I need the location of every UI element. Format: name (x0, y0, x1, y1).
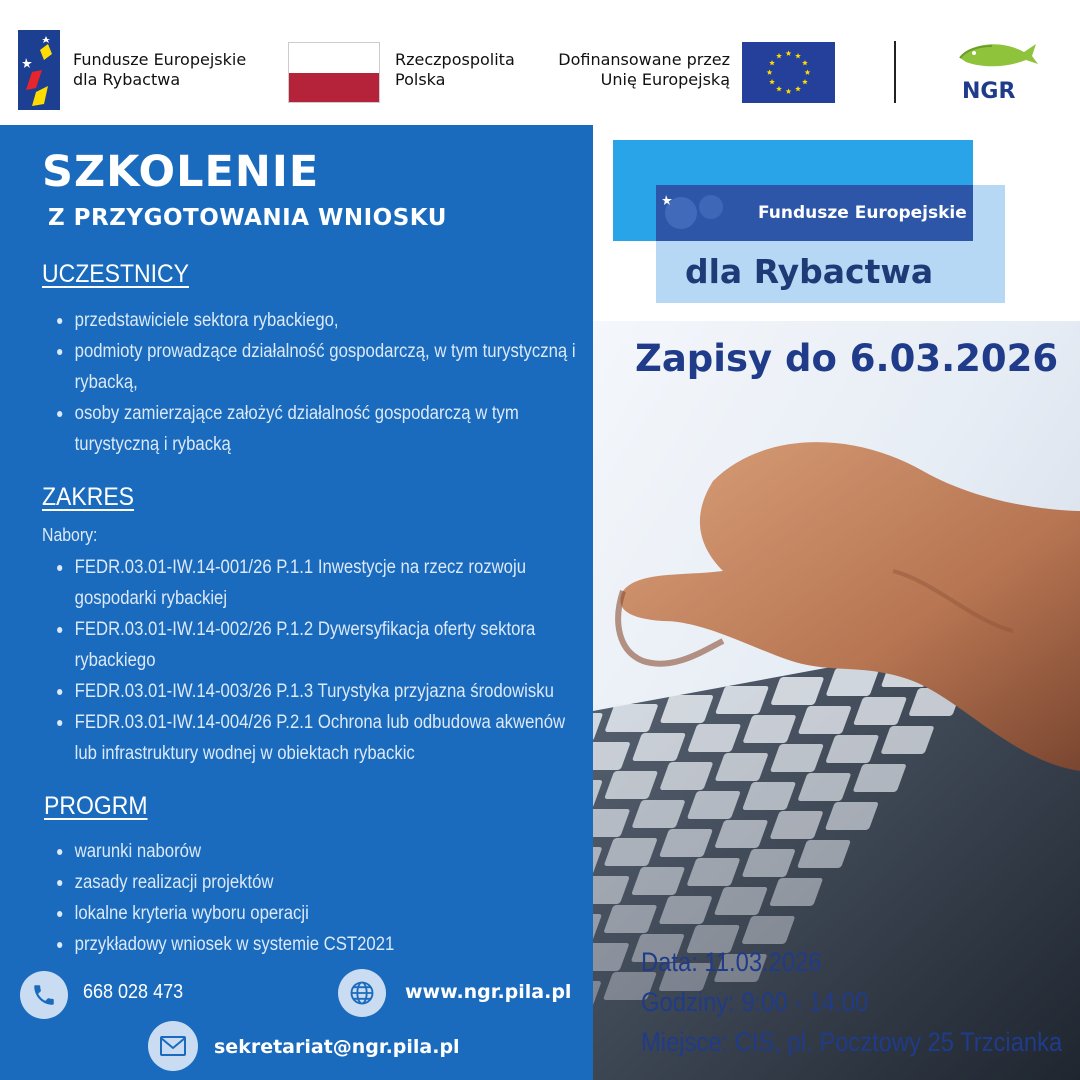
participants-heading: UCZESTNICY (42, 260, 189, 288)
mail-icon[interactable] (148, 1021, 198, 1071)
eu-flag (742, 42, 835, 103)
fe-logo-text (73, 50, 246, 90)
list-item: warunki naborów (50, 836, 587, 867)
email-link[interactable]: sekretariat@ngr.pila.pl (214, 1036, 460, 1058)
page-subtitle: Z PRZYGOTOWANIA WNIOSKU (48, 205, 447, 231)
poland-flag (288, 42, 380, 103)
list-item: przykładowy wniosek w systemie CST2021 (50, 929, 587, 960)
participants-list (50, 305, 587, 460)
fe-badge-line2: dla Rybactwa (685, 252, 934, 291)
scope-heading: ZAKRES (42, 483, 135, 511)
scope-list (50, 552, 587, 769)
cofinanced-text (552, 50, 730, 90)
right-panel (593, 125, 1080, 1080)
list-item: lokalne kryteria wyboru operacji (50, 898, 587, 929)
phone-icon[interactable] (20, 971, 68, 1019)
program-heading: PROGRM (44, 792, 148, 820)
website-link[interactable]: www.ngr.pila.pl (405, 981, 572, 1003)
event-hours: Godziny: 9:00 - 14:00 (641, 987, 869, 1017)
list-item: FEDR.03.01-IW.14-001/26 P.1.1 Inwestycje na rzecz rozwoju gospodarki rybackiej (50, 552, 587, 614)
fe-badge-line1: Fundusze Europejskie (758, 203, 967, 223)
ngr-logo-text: NGR (962, 79, 1016, 103)
list-item: FEDR.03.01-IW.14-003/26 P.1.3 Turystyka przyjazna środowisku (50, 676, 587, 707)
event-date: Data: 11.03.2026 (641, 947, 822, 977)
ngr-logo (952, 38, 1042, 103)
header-divider (894, 41, 896, 103)
event-place: Miejsce: CIS, pl. Pocztowy 25 Trzcianka (641, 1027, 1063, 1057)
fe-logo-line2: dla Rybactwa (73, 70, 181, 89)
nabory-label: Nabory: (42, 525, 98, 545)
list-item: osoby zamierzające założyć działalność gospodarczą w tym turystyczną i rybacką (50, 398, 587, 460)
rp-text (395, 50, 515, 90)
list-item: podmioty prowadzące działalność gospodarczą, w tym turystyczną i rybacką, (50, 336, 587, 398)
left-panel (0, 125, 593, 1080)
list-item: FEDR.03.01-IW.14-002/26 P.1.2 Dywersyfikacja oferty sektora rybackiego (50, 614, 587, 676)
fe-flag-logo (18, 30, 60, 110)
phone-number[interactable]: 668 028 473 (83, 981, 184, 1003)
rp-line1: Rzeczpospolita (395, 50, 515, 69)
logo-bar (0, 0, 1080, 125)
list-item: przedstawiciele sektora rybackiego, (50, 305, 587, 336)
cofinanced-line1: Dofinansowane przez (558, 50, 730, 69)
registration-deadline: Zapisy do 6.03.2026 (635, 337, 1059, 380)
page-title: SZKOLENIE (42, 147, 320, 197)
fe-badge-stars-icon (656, 185, 746, 241)
list-item: zasady realizacji projektów (50, 867, 587, 898)
cofinanced-line2: Unię Europejską (600, 70, 730, 89)
globe-icon[interactable] (338, 969, 386, 1017)
rp-line2: Polska (395, 70, 446, 89)
list-item: FEDR.03.01-IW.14-004/26 P.2.1 Ochrona lub odbudowa akwenów lub infrastruktury wodnej w obiektach rybackic (50, 707, 587, 769)
fe-logo-line1: Fundusze Europejskie (73, 50, 247, 69)
program-list (50, 836, 587, 960)
